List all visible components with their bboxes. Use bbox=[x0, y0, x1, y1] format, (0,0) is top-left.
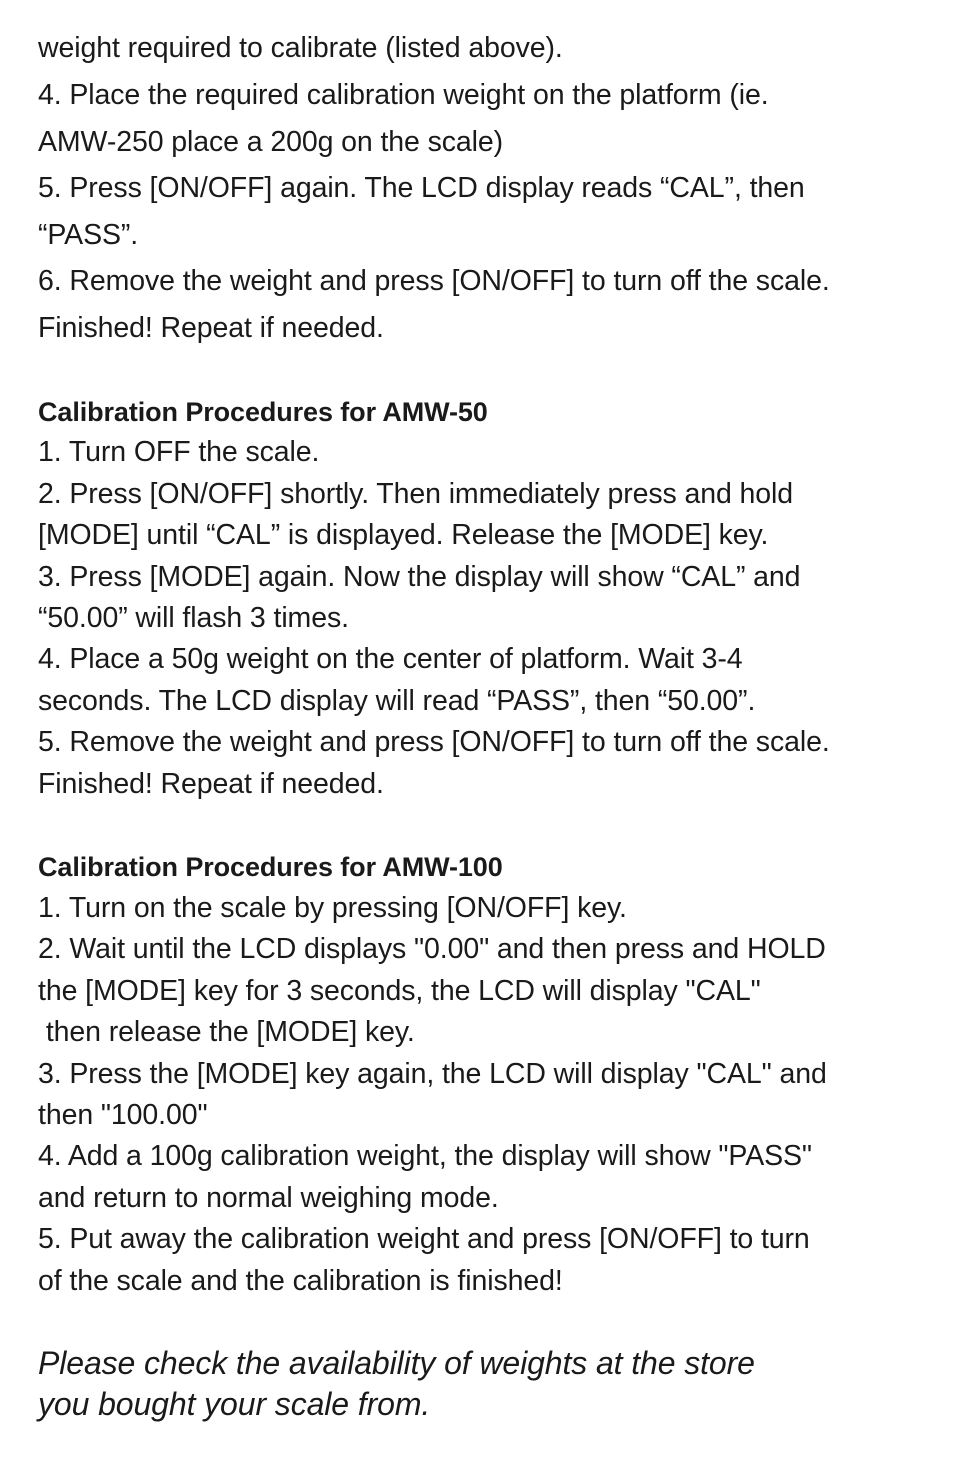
intro-line-6: 6. Remove the weight and press [ON/OFF] to turn off the scale. bbox=[38, 265, 830, 297]
intro-line-1: weight required to calibrate (listed above). bbox=[38, 32, 563, 64]
amw50-line-7: seconds. The LCD display will read “PASS”, then “50.00”. bbox=[38, 685, 756, 717]
amw50-heading: Calibration Procedures for AMW-50 bbox=[38, 397, 488, 427]
amw100-line-4: then release the [MODE] key. bbox=[38, 1016, 415, 1048]
amw100-heading: Calibration Procedures for AMW-100 bbox=[38, 852, 503, 882]
amw50-line-3: [MODE] until “CAL” is displayed. Release the [MODE] key. bbox=[38, 519, 769, 551]
note-line-1: Please check the availability of weights at the store bbox=[38, 1345, 755, 1381]
amw100-line-6: then "100.00" bbox=[38, 1099, 208, 1131]
note-line-2: you bought your scale from. bbox=[38, 1386, 431, 1422]
amw100-line-9: 5. Put away the calibration weight and press [ON/OFF] to turn bbox=[38, 1223, 810, 1255]
intro-line-5: “PASS”. bbox=[38, 219, 139, 251]
amw50-line-6: 4. Place a 50g weight on the center of platform. Wait 3-4 bbox=[38, 643, 743, 675]
amw50-line-4: 3. Press [MODE] again. Now the display will show “CAL” and bbox=[38, 561, 801, 593]
intro-line-4: 5. Press [ON/OFF] again. The LCD display reads “CAL”, then bbox=[38, 172, 805, 204]
intro-line-7: Finished! Repeat if needed. bbox=[38, 312, 384, 344]
amw100-line-10: of the scale and the calibration is finished! bbox=[38, 1265, 563, 1297]
intro-line-3: AMW-250 place a 200g on the scale) bbox=[38, 126, 504, 158]
amw50-line-8: 5. Remove the weight and press [ON/OFF] to turn off the scale. bbox=[38, 726, 830, 758]
amw50-line-1: 1. Turn OFF the scale. bbox=[38, 436, 320, 468]
amw50-line-2: 2. Press [ON/OFF] shortly. Then immediately press and hold bbox=[38, 478, 794, 510]
intro-line-2: 4. Place the required calibration weight on the platform (ie. bbox=[38, 79, 769, 111]
amw100-line-8: and return to normal weighing mode. bbox=[38, 1182, 499, 1214]
amw100-line-5: 3. Press the [MODE] key again, the LCD will display "CAL" and bbox=[38, 1058, 827, 1090]
amw100-line-3: the [MODE] key for 3 seconds, the LCD will display "CAL" bbox=[38, 975, 761, 1007]
amw100-line-7: 4. Add a 100g calibration weight, the display will show "PASS" bbox=[38, 1140, 812, 1172]
amw100-line-1: 1. Turn on the scale by pressing [ON/OFF] key. bbox=[38, 892, 627, 924]
amw100-line-2: 2. Wait until the LCD displays "0.00" and then press and HOLD bbox=[38, 933, 826, 965]
amw50-line-9: Finished! Repeat if needed. bbox=[38, 768, 384, 800]
amw50-line-5: “50.00” will flash 3 times. bbox=[38, 602, 349, 634]
